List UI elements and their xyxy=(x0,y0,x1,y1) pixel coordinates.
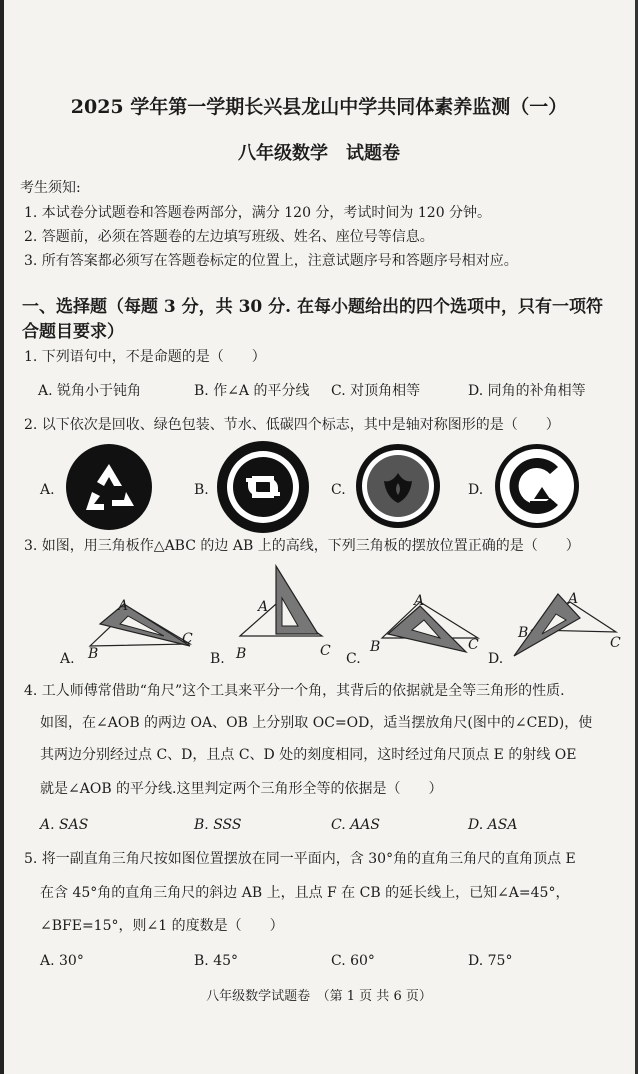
q3-d-point-a: A xyxy=(568,591,579,607)
green-package-icon xyxy=(216,440,310,534)
q1-option-d: D. 同角的补角相等 xyxy=(468,383,586,399)
q4-option-a: A. SAS xyxy=(40,817,89,833)
q2-label-b: B. xyxy=(194,482,209,498)
q4-line-1: 4. 工人师傅常借助“角尺”这个工具来平分一个角，其背后的依据就是全等三角形的性质. xyxy=(24,683,565,699)
q5-option-b: B. 45° xyxy=(194,953,239,969)
notice-heading: 考生须知: xyxy=(20,180,81,196)
q3-c-point-a: A xyxy=(414,593,425,609)
q3-label-b: B. xyxy=(210,651,225,667)
q3-stem: 3. 如图，用三角板作△ABC 的边 AB 上的高线，下列三角板的摆放位置正确的是（ ） xyxy=(24,538,580,554)
q5-option-d: D. 75° xyxy=(468,953,513,969)
q1-option-a: A. 锐角小于钝角 xyxy=(38,383,142,399)
notice-item-1: 1. 本试卷分试题卷和答题卷两部分，满分 120 分，考试时间为 120 分钟。 xyxy=(24,205,492,221)
q4-option-b: B. SSS xyxy=(194,817,242,833)
q3-d-point-b: B xyxy=(518,625,529,641)
q1-option-c: C. 对顶角相等 xyxy=(331,383,421,399)
q2-stem: 2. 以下依次是回收、绿色包装、节水、低碳四个标志，其中是轴对称图形的是（ ） xyxy=(24,417,560,433)
exam-subtitle: 八年级数学 试题卷 xyxy=(238,143,400,164)
recycle-icon xyxy=(64,442,154,532)
low-carbon-icon xyxy=(494,443,580,529)
q5-line-1: 5. 将一副直角三角尺按如图位置摆放在同一平面内，含 30°角的直角三角尺的直角顶点 E xyxy=(24,851,576,867)
q1-option-b: B. 作∠A 的平分线 xyxy=(194,383,310,399)
q4-line-2: 如图，在∠AOB 的两边 OA、OB 上分别取 OC=OD，适当摆放角尺(图中的∠CED)，使 xyxy=(40,715,593,731)
q2-label-d: D. xyxy=(468,482,484,498)
q3-b-point-c: C xyxy=(320,643,331,659)
q4-option-c: C. AAS xyxy=(331,817,380,833)
water-saving-icon xyxy=(355,443,441,529)
q4-option-d: D. ASA xyxy=(468,817,518,833)
q3-label-d: D. xyxy=(488,651,504,667)
page-footer: 八年级数学试题卷 （第 1 页 共 6 页） xyxy=(206,989,432,1004)
q4-line-3: 其两边分别经过点 C、D，且点 C、D 处的刻度相同，这时经过角尺顶点 E 的射线 OE xyxy=(40,747,577,763)
q3-b-point-a: A xyxy=(258,599,269,615)
section-heading-line1: 一、选择题（每题 3 分，共 30 分. 在每小题给出的四个选项中，只有一项符 xyxy=(22,297,603,317)
q3-a-point-a: A xyxy=(118,598,129,614)
q5-option-a: A. 30° xyxy=(40,953,84,969)
q3-figure-a xyxy=(60,594,200,666)
q3-c-point-b: B xyxy=(370,639,381,655)
q3-label-a: A. xyxy=(60,651,75,667)
q5-line-2: 在含 45°角的直角三角尺的斜边 AB 上，且点 F 在 CB 的延长线上，已知∠A=45°， xyxy=(40,885,570,901)
q5-option-c: C. 60° xyxy=(331,953,375,969)
notice-item-3: 3. 所有答案都必须写在答题卷标定的位置上，注意试题序号和答题序号相对应。 xyxy=(24,253,518,269)
q3-c-point-c: C xyxy=(468,637,479,653)
q3-label-c: C. xyxy=(346,651,361,667)
q5-line-3: ∠BFE=15°，则∠1 的度数是（ ） xyxy=(40,918,284,934)
q1-stem: 1. 下列语句中，不是命题的是（ ） xyxy=(24,349,266,365)
exam-title: 2025 学年第一学期长兴县龙山中学共同体素养监测（一） xyxy=(70,96,568,118)
q2-label-a: A. xyxy=(40,482,55,498)
q3-a-point-c: C xyxy=(182,631,193,647)
section-heading-line2: 合题目要求） xyxy=(22,322,124,342)
notice-item-2: 2. 答题前，必须在答题卷的左边填写班级、姓名、座位号等信息。 xyxy=(24,229,434,245)
q3-a-point-b: B xyxy=(88,646,99,662)
q2-label-c: C. xyxy=(331,482,346,498)
q3-d-point-c: C xyxy=(610,635,621,651)
q4-line-4: 就是∠AOB 的平分线.这里判定两个三角形全等的依据是（ ） xyxy=(40,781,443,797)
q3-b-point-b: B xyxy=(236,646,247,662)
